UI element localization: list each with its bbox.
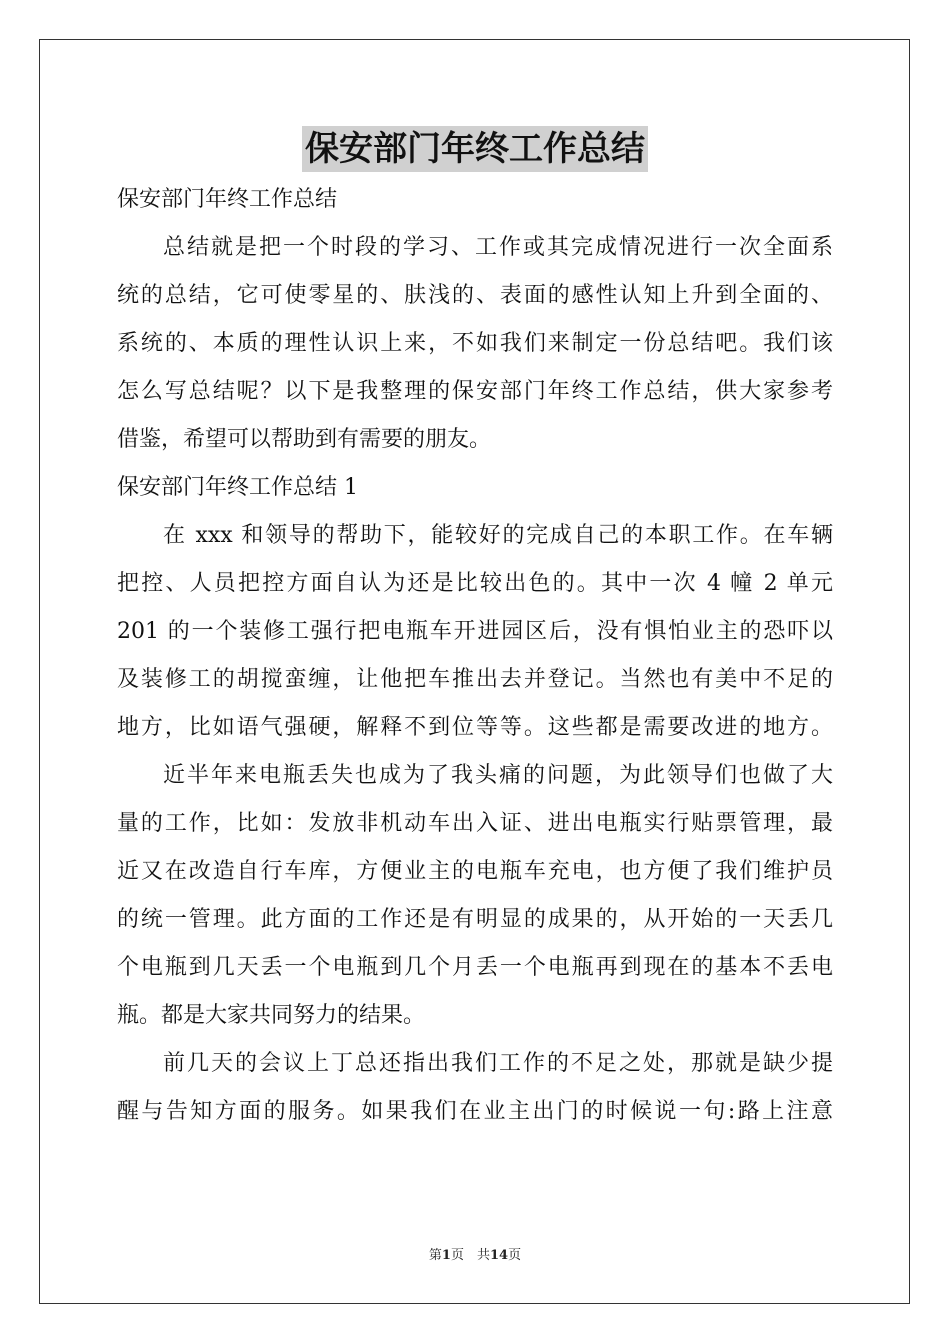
page-footer [0, 1247, 950, 1265]
intro-paragraph [117, 224, 833, 464]
paragraph-1 [117, 512, 833, 752]
paragraph-line: 瓶。都是大家共同努力的结果。 [117, 1003, 426, 1028]
paragraph-line: 近又在改造自行车库，方便业主的电瓶车充电，也方便了我们维护员 [117, 859, 833, 884]
paragraph-line: 系统的、本质的理性认识上来，不如我们来制定一份总结吧。我们该 [117, 331, 833, 356]
paragraph-line: 201 的一个装修工强行把电瓶车开进园区后，没有惧怕业主的恐吓以 [117, 619, 833, 644]
paragraph-line: 怎么写总结呢？以下是我整理的保安部门年终工作总结，供大家参考 [117, 379, 833, 404]
document-title: 保安部门年终工作总结 [302, 126, 648, 172]
paragraph-line: 在 xxx 和领导的帮助下，能较好的完成自己的本职工作。在车辆 [163, 523, 833, 548]
title-container [0, 126, 950, 172]
footer-total-pages: 14 [489, 1248, 509, 1263]
paragraph-line: 醒与告知方面的服务。如果我们在业主出门的时候说一句:路上注意 [117, 1099, 833, 1124]
footer-mid: 页 共 [450, 1248, 490, 1263]
paragraph-line: 总结就是把一个时段的学习、工作或其完成情况进行一次全面系 [163, 235, 833, 260]
paragraph-2 [117, 752, 833, 1040]
paragraph-3 [117, 1040, 833, 1136]
footer-page-number: 1 [441, 1248, 451, 1263]
paragraph-line: 近半年来电瓶丢失也成为了我头痛的问题，为此领导们也做了大 [163, 763, 833, 788]
footer-suffix: 页 [508, 1248, 522, 1263]
paragraph-line: 统的总结，它可使零星的、肤浅的、表面的感性认知上升到全面的、 [117, 283, 833, 308]
paragraph-line: 前几天的会议上丁总还指出我们工作的不足之处，那就是缺少提 [163, 1051, 833, 1076]
paragraph-line: 借鉴，希望可以帮助到有需要的朋友。 [117, 427, 492, 452]
document-subtitle: 保安部门年终工作总结 [117, 187, 338, 212]
paragraph-line: 个电瓶到几天丢一个电瓶到几个月丢一个电瓶再到现在的基本不丢电 [117, 955, 833, 980]
section-heading: 保安部门年终工作总结 1 [117, 475, 358, 500]
document-body [117, 176, 833, 1136]
footer-prefix: 第 [428, 1248, 442, 1263]
paragraph-line: 量的工作，比如：发放非机动车出入证、进出电瓶实行贴票管理，最 [117, 811, 833, 836]
paragraph-line: 地方，比如语气强硬，解释不到位等等。这些都是需要改进的地方。 [117, 715, 833, 740]
paragraph-line: 把控、人员把控方面自认为还是比较出色的。其中一次 4 幢 2 单元 [117, 571, 833, 596]
paragraph-line: 及装修工的胡搅蛮缠，让他把车推出去并登记。当然也有美中不足的 [117, 667, 833, 692]
paragraph-line: 的统一管理。此方面的工作还是有明显的成果的，从开始的一天丢几 [117, 907, 833, 932]
